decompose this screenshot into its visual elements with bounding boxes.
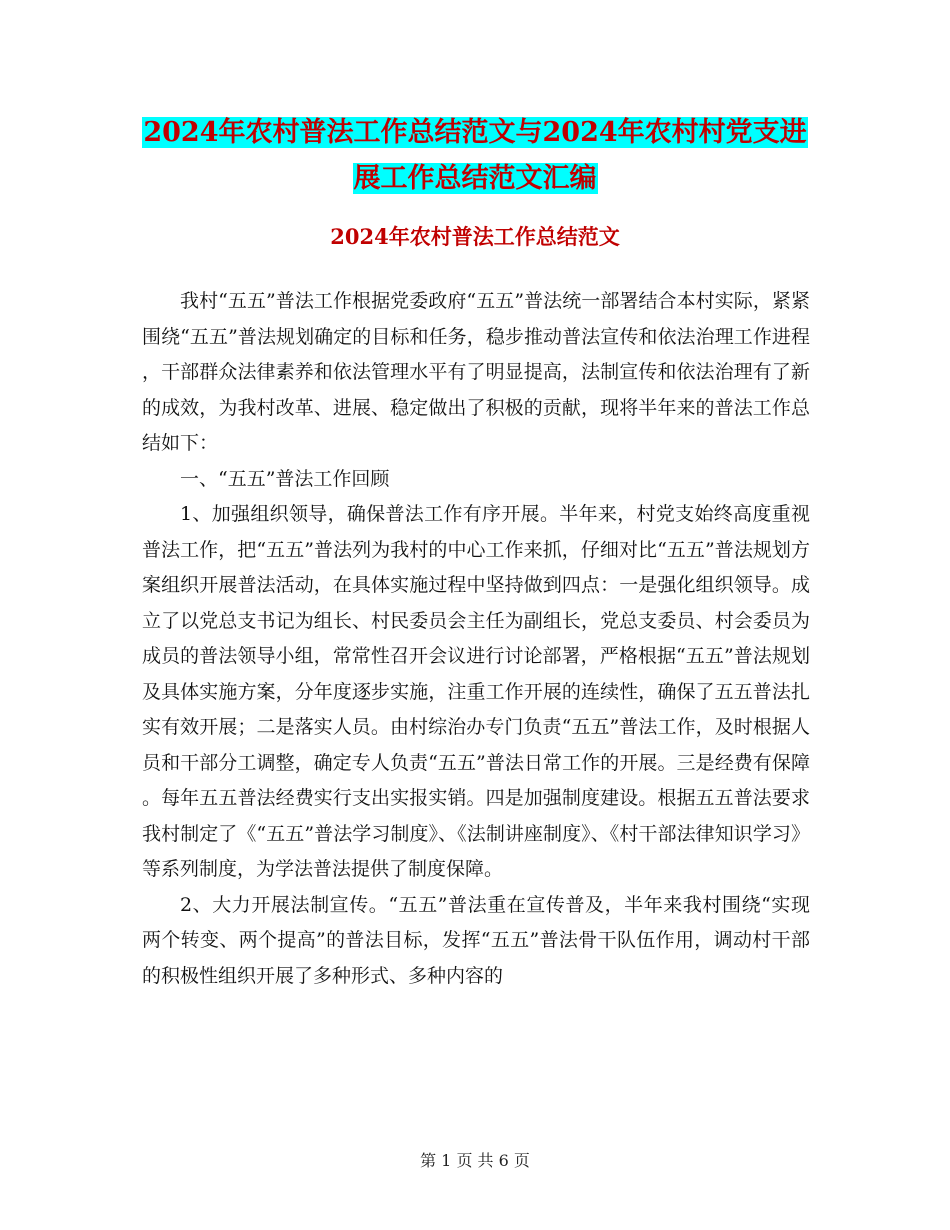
title-line-2 <box>140 156 810 202</box>
document-title <box>140 110 810 202</box>
title-line-1 <box>140 110 810 156</box>
paragraph-intro: 我村“五五”普法工作根据党委政府“五五”普法统一部署结合本村实际，紧紧围绕“五五”普法规划确定的目标和任务，稳步推动普法宣传和依法治理工作进程，干部群众法律素养和依法管理水平有了明显提高，法制宣传和依法治理有了新的成效，为我村改革、进展、稳定做出了积极的贡献，现将半年来的普法工作总结如下： <box>142 290 810 454</box>
document-body <box>142 284 810 994</box>
paragraph-publicity: 2、大力开展法制宣传。“五五”普法重在宣传普及，半年来我村围绕“实现两个转变、两个提高”的普法目标，发挥“五五”普法骨干队伍作用，调动村干部的积极性组织开展了多种形式、多种内容的 <box>142 893 810 987</box>
paragraph-organization: 1、加强组织领导，确保普法工作有序开展。半年来，村党支始终高度重视普法工作，把“五五”普法列为我村的中心工作来抓，仔细对比“五五”普法规划方案组织开展普法活动，在具体实施过程中坚持做到四点：一是强化组织领导。成立了以党总支书记为组长、村民委员会主任为副组长，党总支委员、村会委员为成员的普法领导小组，常常性召开会议进行讨论部署，严格根据“五五”普法规划及具体实施方案，分年度逐步实施，注重工作开展的连续性，确保了五五普法扎实有效开展；二是落实人员。由村综治办专门负责“五五”普法工作，及时根据人员和干部分工调整，确定专人负责“五五”普法日常工作的开展。三是经费有保障。每年五五普法经费实行支出实报实销。四是加强制度建设。根据五五普法要求我村制定了《“五五”普法学习制度》、《法制讲座制度》、《村干部法律知识学习》等系列制度，为学法普法提供了制度保障。 <box>142 503 810 880</box>
paragraph-heading-review: 一、“五五”普法工作回顾 <box>180 467 390 490</box>
title-line-2-text: 展工作总结范文汇编 <box>353 163 597 194</box>
page-footer: 第 1 页 共 6 页 <box>420 1151 530 1170</box>
title-line-1-text: 2024年农村普法工作总结范文与2024年农村村党支进 <box>143 117 807 148</box>
section-subtitle: 2024年农村普法工作总结范文 <box>330 224 620 249</box>
